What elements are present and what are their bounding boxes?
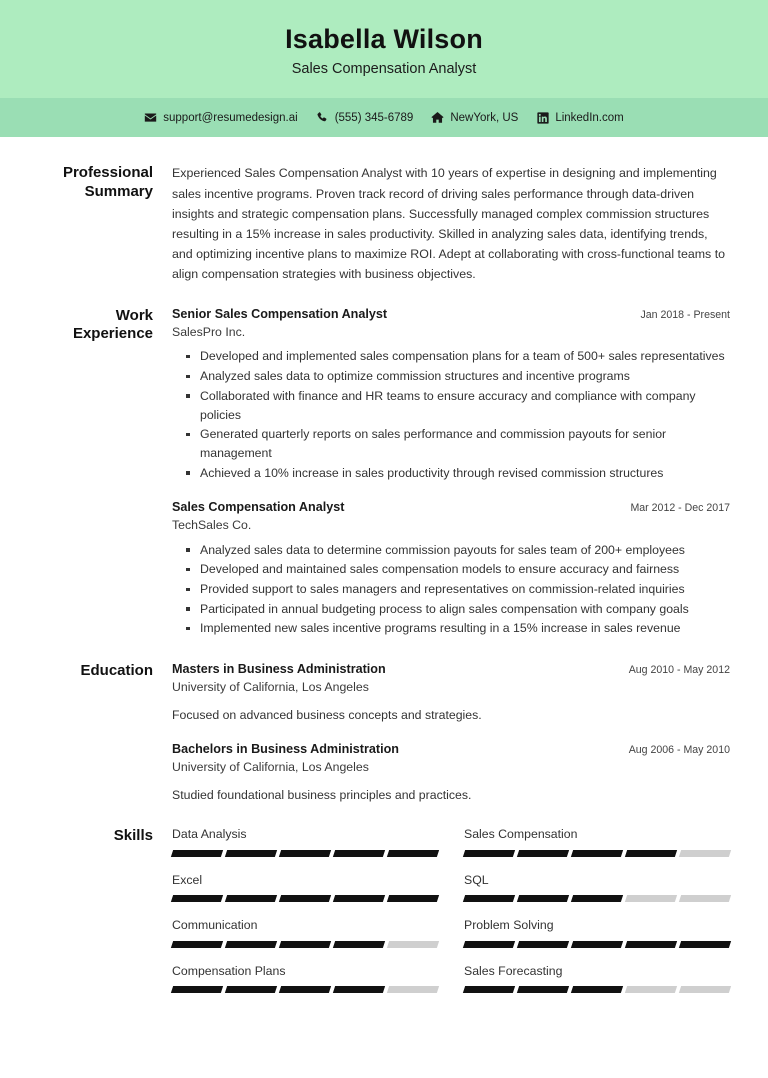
skills-grid [172,826,730,1008]
skill-item [464,872,730,918]
skill-segment-filled [571,941,623,948]
experience-entry [172,306,730,482]
skill-segment-filled [463,895,515,902]
experience-date-range: Mar 2012 - Dec 2017 [630,502,730,515]
skill-segment-empty [625,895,677,902]
envelope-icon [144,111,157,124]
skill-name: Sales Forecasting [464,963,563,978]
education-degree: Bachelors in Business Administration [172,742,399,757]
skill-name: Sales Compensation [464,826,578,841]
education-entry-header [172,661,730,678]
skill-segment-filled [279,895,331,902]
skill-item [172,826,438,872]
skill-segment-filled [625,850,677,857]
skill-segment-empty [387,941,439,948]
list-item: Achieved a 10% increase in sales productivity through revised commission structures [200,464,730,483]
phone-icon [316,111,329,124]
contact-location-text: NewYork, US [450,111,519,124]
list-item: Participated in annual budgeting process to align sales compensation with company goals [200,600,730,619]
skill-segment-filled [279,850,331,857]
skill-item [464,917,730,963]
list-item: Collaborated with finance and HR teams to ensure accuracy and compliance with company policies [200,387,730,424]
skill-name: Data Analysis [172,826,247,841]
skill-segment-filled [679,941,731,948]
skill-rating-bar [172,986,438,993]
skill-segment-filled [225,895,277,902]
skill-segment-filled [171,941,223,948]
summary-content [172,163,730,284]
list-item: Developed and implemented sales compensation plans for a team of 500+ sales representatives [200,347,730,366]
list-item: Provided support to sales managers and representatives on commission-related inquiries [200,580,730,599]
experience-entry-header [172,499,730,516]
education-school: University of California, Los Angeles [172,760,369,775]
skill-item [464,963,730,1009]
resume-body [0,137,768,1020]
skill-segment-filled [171,895,223,902]
experience-entry [172,499,730,638]
skill-segment-filled [625,941,677,948]
skill-segment-filled [387,850,439,857]
experience-job-title: Senior Sales Compensation Analyst [172,307,388,321]
skill-segment-filled [517,850,569,857]
skill-segment-filled [571,986,623,993]
skill-name: Communication [172,918,258,933]
skill-segment-filled [171,986,223,993]
education-description: Focused on advanced business concepts and strategies. [172,707,482,722]
skill-item [464,826,730,872]
linkedin-icon [536,111,549,124]
skill-name: Problem Solving [464,918,554,933]
skill-item [172,963,438,1009]
education-entry [172,661,730,724]
contact-bar [0,98,768,137]
skill-segment-empty [387,986,439,993]
education-degree: Masters in Business Administration [172,662,386,677]
skill-segment-empty [679,895,731,902]
skill-segment-filled [279,941,331,948]
list-item: Analyzed sales data to optimize commission structures and incentive programs [200,367,730,386]
skills-content [172,826,730,1008]
skill-segment-filled [463,986,515,993]
skill-segment-filled [333,850,385,857]
experience-job-title: Sales Compensation Analyst [172,500,345,515]
skill-segment-filled [333,895,385,902]
skill-rating-bar [464,941,730,948]
experience-company: TechSales Co. [172,518,252,533]
skill-name: Excel [172,872,203,887]
job-title: Sales Compensation Analyst [291,61,477,78]
skill-rating-bar [172,941,438,948]
skill-rating-bar [464,986,730,993]
experience-entry-header [172,306,730,323]
section-label-summary: Professional Summary [62,164,153,200]
skill-segment-filled [517,895,569,902]
skill-segment-filled [171,850,223,857]
experience-date-range: Jan 2018 - Present [640,309,730,321]
experience-company: SalesPro Inc. [172,325,246,339]
section-skills [38,826,730,1008]
skill-segment-filled [333,941,385,948]
education-entry [172,741,730,804]
experience-bullet-list [172,347,730,482]
skill-segment-filled [225,850,277,857]
skill-segment-filled [571,895,623,902]
list-item: Developed and maintained sales compensation models to ensure accuracy and fairness [200,560,730,579]
list-item: Generated quarterly reports on sales performance and commission payouts for senior management [200,425,730,462]
summary-text: Experienced Sales Compensation Analyst with 10 years of expertise in designing and implementing sales incentive programs. Proven track record of driving sales performance through data-driven insights and strategic compensation plans. Successfully managed complex commission structures resulting in a 15% increase in sales productivity. Skilled in analyzing sales data, identifying trends, and optimizing incentive plans to maximize ROI. Adept at collaborating with cross-functional teams to align compensation strategies with business objectives. [172,166,726,281]
skill-rating-bar [172,850,438,857]
experience-content [172,306,730,639]
skill-segment-filled [225,986,277,993]
education-date-range: Aug 2006 - May 2010 [628,744,730,757]
skill-segment-filled [279,986,331,993]
section-education [38,661,730,804]
contact-email-text: support@resumedesign.ai [163,111,298,124]
skill-segment-filled [571,850,623,857]
skill-rating-bar [172,895,438,902]
skill-rating-bar [464,850,730,857]
contact-item-phone[interactable] [316,111,414,124]
list-item: Implemented new sales incentive programs resulting in a 15% increase in sales revenue [200,619,730,638]
education-school: University of California, Los Angeles [172,680,369,695]
experience-bullet-list [172,541,730,638]
skill-segment-filled [333,986,385,993]
skill-segment-filled [387,895,439,902]
skill-name: Compensation Plans [172,963,286,978]
education-content [172,661,730,804]
skill-rating-bar [464,895,730,902]
page-title: Isabella Wilson [285,24,483,54]
skill-segment-filled [225,941,277,948]
section-professional-summary [38,163,730,284]
contact-item-location[interactable] [431,111,518,124]
home-icon [431,111,444,124]
skill-segment-empty [679,986,731,993]
section-label-skills: Skills [113,826,153,844]
skill-item [172,917,438,963]
skill-name: SQL [464,872,489,887]
skill-segment-filled [463,941,515,948]
list-item: Analyzed sales data to determine commission payouts for sales team of 200+ employees [200,541,730,560]
skill-segment-empty [625,986,677,993]
contact-item-email[interactable] [144,111,297,124]
skill-segment-filled [463,850,515,857]
section-label-education: Education [80,662,153,680]
skill-segment-filled [517,986,569,993]
contact-linkedin-text: LinkedIn.com [555,111,624,124]
resume-header [0,0,768,98]
section-label-experience: Work Experience [72,307,153,343]
skill-segment-empty [679,850,731,857]
education-entry-header [172,741,730,758]
skill-item [172,872,438,918]
education-description: Studied foundational business principles and practices. [172,787,472,802]
skill-segment-filled [517,941,569,948]
section-work-experience [38,306,730,639]
contact-phone-text: (555) 345-6789 [334,111,414,124]
contact-item-linkedin[interactable] [536,111,623,124]
education-date-range: Aug 2010 - May 2012 [628,664,730,677]
